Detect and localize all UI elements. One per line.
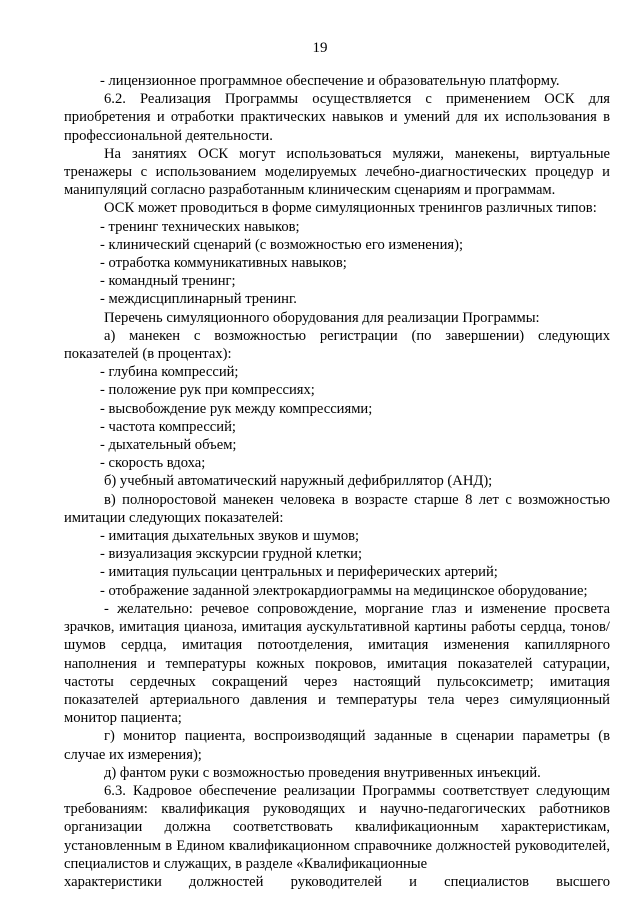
- page-number: 19: [312, 40, 328, 56]
- list-item: - имитация дыхательных звуков и шумов;: [100, 528, 360, 545]
- paragraph: д) фантом руки с возможностью проведения внутривенных инъекций.: [104, 764, 541, 781]
- paragraph: ОСК может проводиться в форме симуляционных тренингов различных типов:: [104, 200, 597, 217]
- list-item: - имитация пульсации центральных и периферических артерий;: [100, 564, 498, 581]
- document-body: [64, 72, 610, 891]
- paragraph: характеристики должностей руководителей и специалистов высшего: [64, 873, 610, 890]
- list-item: - междисциплинарный тренинг.: [100, 291, 297, 308]
- list-item: - командный тренинг;: [100, 273, 236, 290]
- paragraph: г) монитор пациента, воспроизводящий заданные в сценарии параметры (в случае их измерения);: [64, 728, 610, 763]
- list-item: - дыхательный объем;: [100, 437, 237, 454]
- list-item: - отображение заданной электрокардиограммы на медицинское оборудование;: [100, 582, 588, 599]
- list-item: - отработка коммуникативных навыков;: [100, 255, 347, 272]
- paragraph: б) учебный автоматический наружный дефибриллятор (АНД);: [104, 473, 493, 490]
- paragraph: а) манекен с возможностью регистрации (по завершении) следующих показателей (в процентах):: [64, 327, 610, 363]
- list-item: - глубина компрессий;: [100, 364, 239, 381]
- list-item: - тренинг технических навыков;: [100, 218, 300, 235]
- paragraph: в) полноростовой манекен человека в возрасте старше 8 лет с возможностью имитации следующих показателей:: [64, 491, 610, 526]
- list-item: - высвобождение рук между компрессиями;: [100, 400, 373, 417]
- list-item: - положение рук при компрессиях;: [100, 382, 315, 399]
- paragraph: 6.2. Реализация Программы осуществляется с применением ОСК для приобретения и отработки практических навыков и умений для их использования в профессиональной деятельности.: [64, 91, 610, 144]
- paragraph: Перечень симуляционного оборудования для реализации Программы:: [104, 309, 540, 326]
- paragraph: - лицензионное программное обеспечение и образовательную платформу.: [100, 73, 560, 89]
- list-item: - визуализация экскурсии грудной клетки;: [100, 546, 363, 563]
- paragraph: - желательно: речевое сопровождение, моргание глаз и изменение просвета зрачков, имитация цианоза, имитация аускультативной картины работы сердца, тонов/шумов сердца, имитация потоотделения, имитация изменения капиллярного наполнения и температуры кожных покровов, имитация показателей сатурации, частоты сердечных сокращений через настоящий пульсоксиметр; имитация показателей артериального давления и температуры тела через симуляционный монитор пациента;: [64, 600, 610, 727]
- paragraph: 6.3. Кадровое обеспечение реализации Программы соответствует следующим требованиям: квалификация руководящих и научно-педагогических работников организации должна соответствовать квалификационным характеристикам, установленным в Едином квалификационном справочнике должностей руководителей, специалистов и служащих, в разделе «Квалификационные: [64, 782, 610, 872]
- list-item: - частота компрессий;: [100, 418, 236, 435]
- list-item: - клинический сценарий (с возможностью его изменения);: [100, 236, 464, 253]
- list-item: - скорость вдоха;: [100, 455, 206, 472]
- paragraph: На занятиях ОСК могут использоваться муляжи, манекены, виртуальные тренажеры с использованием моделируемых лечебно-диагностических процедур и манипуляций согласно разработанным клиническим сценариям и программам.: [64, 145, 610, 199]
